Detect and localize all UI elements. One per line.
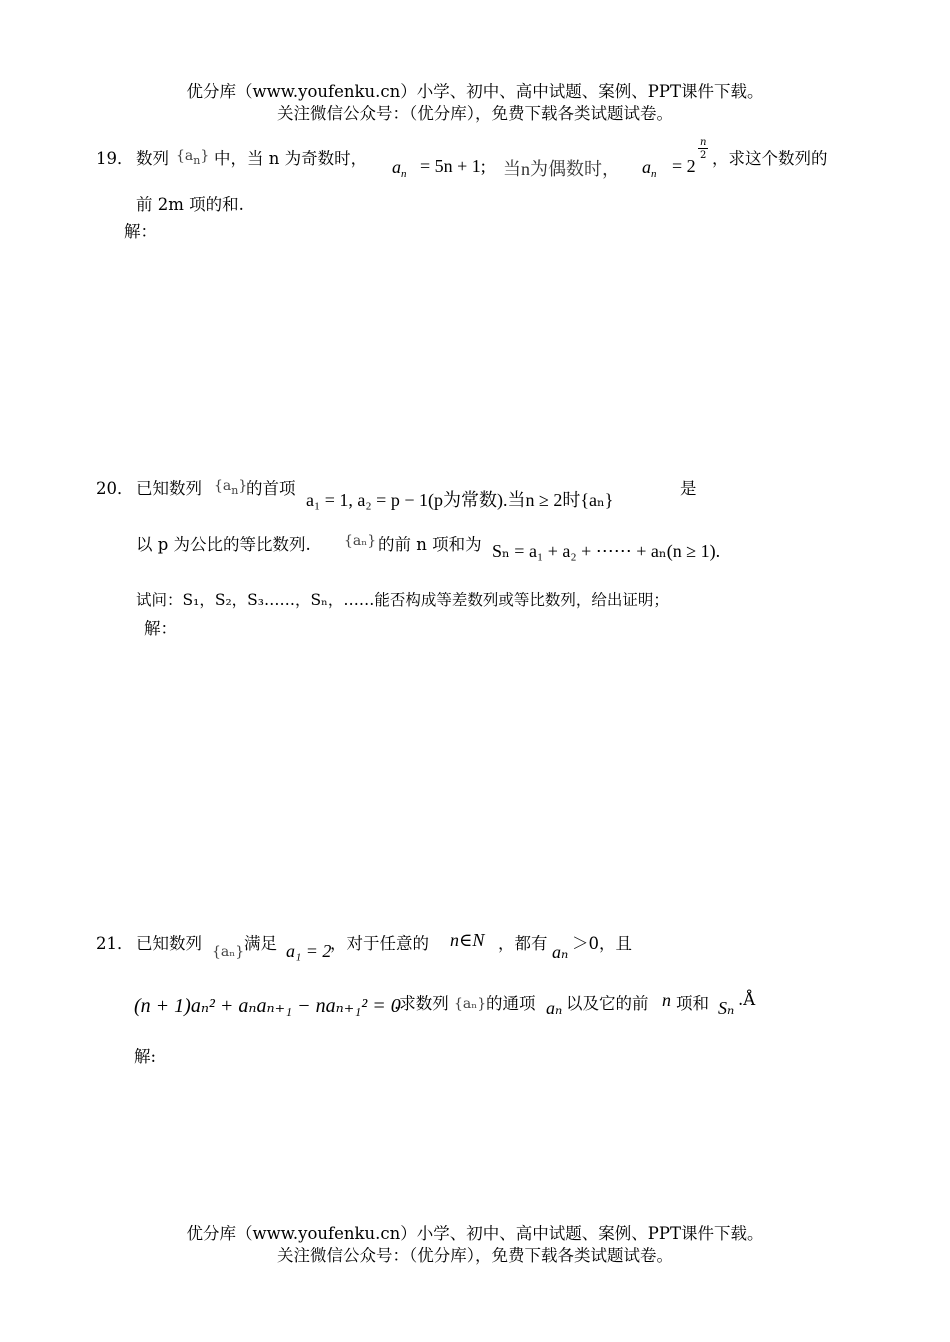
- question-text: 是: [680, 479, 697, 498]
- sequence-symbol: {aₙ}: [212, 944, 245, 960]
- formula-an: aₙ: [552, 942, 569, 962]
- sequence-symbol: {aₙ}: [454, 996, 487, 1012]
- formula-first-term: a₁ = 2: [286, 941, 332, 961]
- question-number: 21．: [96, 934, 134, 953]
- exponent-denominator: 2: [700, 150, 707, 161]
- solution-label: 解：: [144, 619, 177, 638]
- question-number: 19．: [96, 149, 134, 168]
- formula-sn: Sₙ: [718, 998, 735, 1018]
- question-text: 已知数列: [136, 934, 202, 953]
- question-prompt: 试问：S₁，S₂，S₃……，Sₙ，……能否构成等差数列或等比数列，给出证明；: [136, 591, 669, 609]
- question-text: .求数列: [394, 994, 449, 1013]
- question-text: 已知数列: [136, 479, 202, 498]
- sequence-symbol: $\{a_n\}$: [214, 478, 248, 497]
- header-line-2: 关注微信公众号：（优分库），免费下载各类试题试卷。: [277, 104, 673, 123]
- formula-odd-term: $a_n$: [392, 157, 407, 180]
- question-text: 的首项: [246, 479, 296, 498]
- question-text: .Å: [738, 990, 756, 1009]
- footer-line-1: 优分库（www.youfenku.cn）小学、初中、高中试题、案例、PPT课件下载。: [186, 1224, 764, 1243]
- question-text-line-2: 以 p 为公比的等比数列.: [136, 535, 311, 554]
- question-text: 的通项: [486, 994, 536, 1013]
- n-in-naturals: n∈N: [450, 930, 485, 950]
- question-text: 以及它的前: [566, 994, 649, 1013]
- footer-line-2: 关注微信公众号：（优分库），免费下载各类试题试卷。: [277, 1246, 673, 1265]
- exponent-fraction-bar: [698, 148, 708, 149]
- question-text: ，对于任意的: [330, 934, 429, 953]
- formula-recurrence: (n + 1)aₙ² + aₙaₙ₊₁ − naₙ₊₁² = 0: [134, 995, 401, 1017]
- question-text: ，求这个数列的: [712, 149, 828, 168]
- question-text: ，都有: [498, 934, 548, 953]
- question-number: 20．: [96, 479, 134, 498]
- question-text-line-2: 前 2m 项的和.: [136, 195, 244, 214]
- formula-an: aₙ: [546, 998, 563, 1018]
- question-text: 的前 n 项和为: [378, 535, 482, 554]
- sequence-symbol: {aₙ}: [344, 533, 377, 549]
- question-text: ＞0，且: [572, 934, 632, 953]
- solution-label: 解:: [134, 1047, 157, 1066]
- question-text: 当n为偶数时，: [503, 159, 620, 179]
- header-line-1: 优分库（www.youfenku.cn）小学、初中、高中试题、案例、PPT课件下载。: [186, 82, 764, 101]
- formula-even-rule: = 2: [672, 156, 696, 176]
- exponent-numerator: n: [700, 137, 707, 148]
- question-text: 中，当 n 为奇数时，: [214, 149, 368, 168]
- question-text: 满足: [244, 934, 277, 953]
- formula-partial-sum: Sₙ = a₁ + a₂ + ⋯⋯ + aₙ(n ≥ 1).: [492, 541, 721, 561]
- formula-even-term: $a_n$: [642, 157, 657, 180]
- solution-label: 解：: [124, 222, 157, 241]
- formula-initial-terms: a₁ = 1, a₂ = p − 1(p为常数).当n ≥ 2时{aₙ}: [306, 490, 614, 510]
- question-text: 数列: [136, 149, 169, 168]
- formula-odd-rule: = 5n + 1;: [420, 156, 486, 176]
- question-text: 项和: [676, 994, 709, 1013]
- n-variable: n: [662, 990, 671, 1010]
- sequence-symbol: $\{a_n\}$: [176, 148, 210, 167]
